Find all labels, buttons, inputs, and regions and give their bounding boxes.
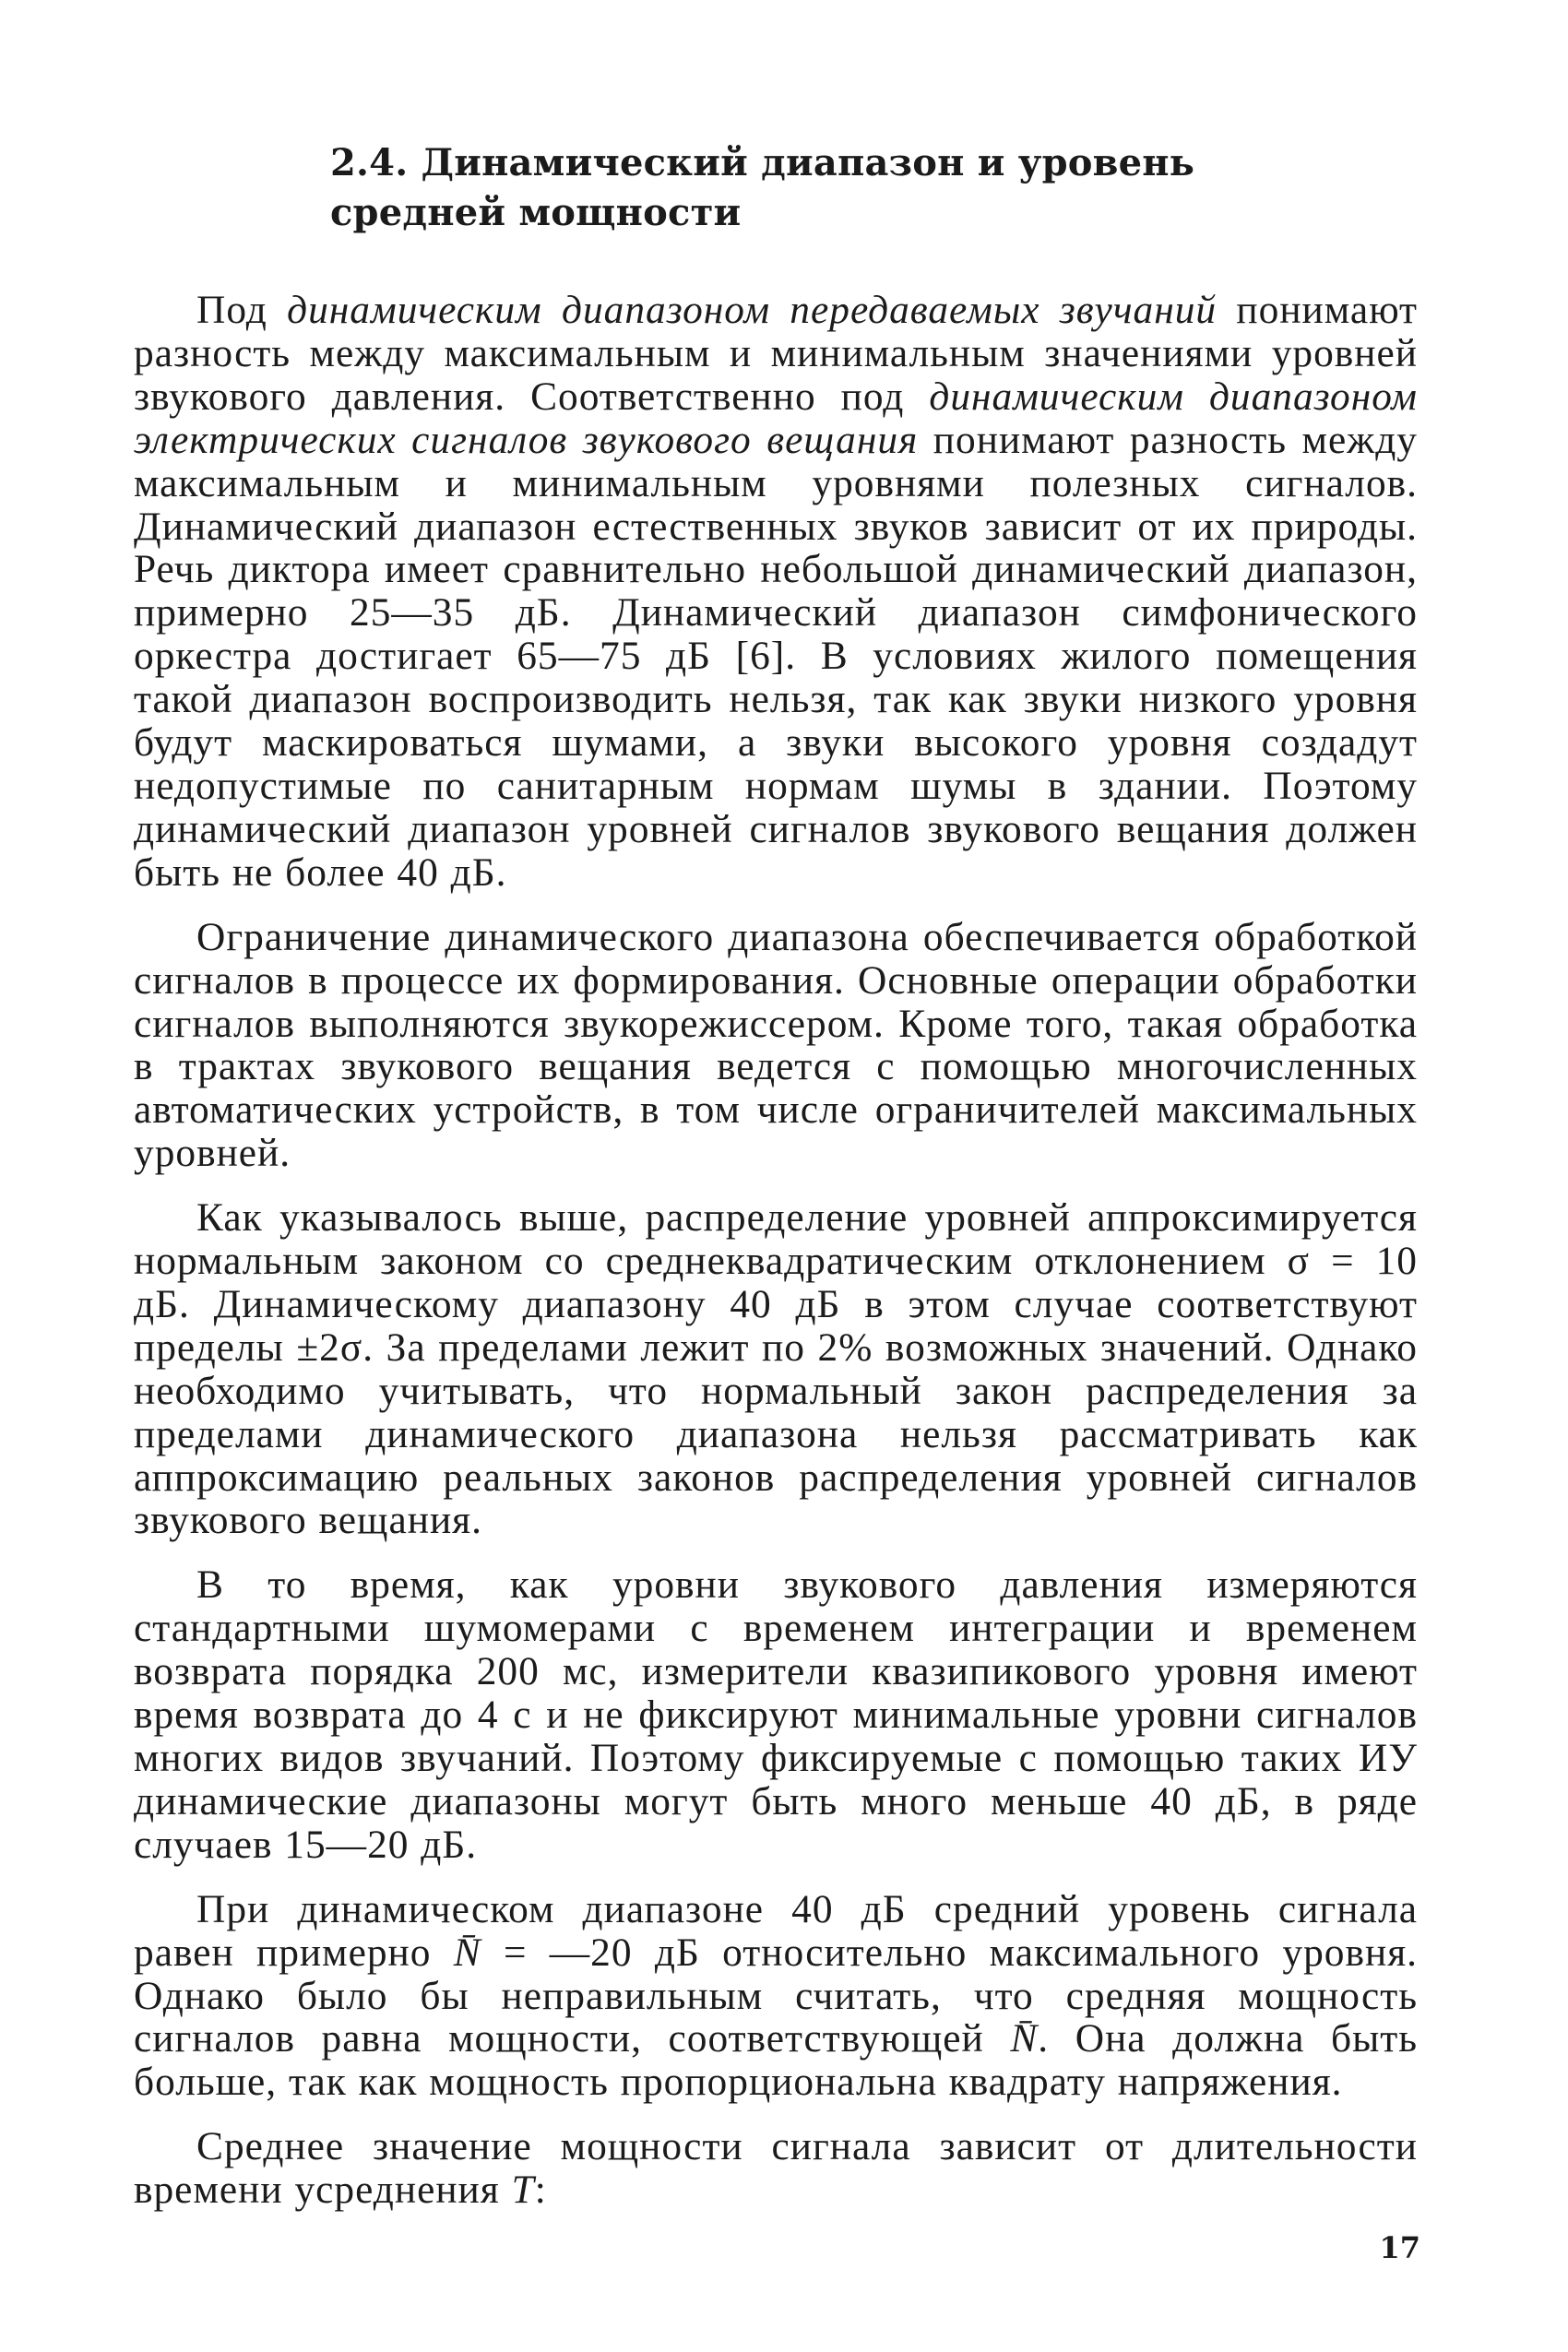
paragraph-3: Как указывалось выше, распределение уровней аппроксимируется нормальным законом со среднеквадратическим отклонением σ = 10 дБ. Динамическому диапазону 40 дБ в этом случае соответствуют пределы ±2σ. За пределами лежит по 2% возможных значений. Однако необходимо учитывать, что нормальный закон распределения за пределами динамического диапазона нельзя рассматривать как аппроксимацию реальных законов распределения уровней сигналов звукового вещания. <box>134 1195 1418 1543</box>
paragraph-5-text-a: При динамическом диапазоне 40 дБ средний уровень сигнала равен примерно <box>134 1886 1418 1975</box>
paragraph-6-text-b: : <box>534 2168 547 2213</box>
paragraph-2: Ограничение динамического диапазона обеспечивается обработкой сигналов в процессе их формирования. Основные операции обработки сигналов выполняются звукорежиссером. Кроме того, такая обработка в трактах звукового вещания ведется с помощью многочисленных автоматических устройств, в том числе ограничителей максимальных уровней. <box>134 914 1418 1176</box>
paragraph-1-text-c: понимают разность между максимальным и минимальным уровнями полезных сигналов. Динамический диапазон естественных звуков зависит от их природы. Речь диктора имеет сравнительно небольшой динамический диапазон, примерно 25—35 дБ. Динамический диапазон симфонического оркестра достигает 65—75 дБ [6]. В условиях жилого помещения такой диапазон воспроизводить нельзя, так как звуки низкого уровня будут маскироваться шумами, а звуки высокого уровня создадут недопустимые по санитарным нормам шумы в здании. Поэтому динамический диапазон уровней сигналов звукового вещания должен быть не более 40 дБ. <box>134 417 1419 895</box>
section-heading-line-1: 2.4. Динамический диапазон и уровень <box>330 141 1195 184</box>
section-heading <box>330 138 1253 238</box>
term-dynamic-range-signals: динамическим диапазоном электрических сигналов звукового вещания <box>134 374 1418 462</box>
paragraph-1 <box>134 289 1418 895</box>
paragraph-1-text-b: понимают разность между максимальным и минимальным значениями уровней звукового давления. Соответственно под <box>134 288 1418 419</box>
paragraph-5-text-c: . Она должна быть больше, так как мощность пропорциональна квадрату напряжения. <box>134 2016 1419 2105</box>
symbol-averaging-time: T <box>511 2168 535 2213</box>
paragraph-6-text-a: Среднее значение мощности сигнала зависит от длительности времени усреднения <box>134 2124 1418 2213</box>
paragraph-5-text-b: = —20 дБ относительно максимального уровня. Однако было бы неправильным считать, что средняя мощность сигналов равна мощности, соответствующей <box>134 1930 1418 2061</box>
body-text <box>134 289 1418 2212</box>
paragraph-1-text-a: Под <box>196 288 288 332</box>
term-dynamic-range-sounds: динамическим диапазоном передаваемых звучаний <box>287 288 1218 332</box>
symbol-mean-level: N̄ <box>453 1930 481 1975</box>
paragraph-6 <box>134 2125 1418 2212</box>
paragraph-4: В то время, как уровни звукового давления измеряются стандартными шумомерами с временем интеграции и временем возврата порядка 200 мс, измерители квазипикового уровня имеют время возврата до 4 с и не фиксируют минимальные уровни сигналов многих видов звучаний. Поэтому фиксируемые с помощью таких ИУ динамические диапазоны могут быть много меньше 40 дБ, в ряде случаев 15—20 дБ. <box>134 1562 1418 1867</box>
section-heading-line-2: средней мощности <box>330 191 742 234</box>
paragraph-5 <box>134 1888 1418 2105</box>
symbol-mean-level: N̄ <box>1010 2016 1039 2061</box>
page-number: 17 <box>1379 2230 1420 2265</box>
